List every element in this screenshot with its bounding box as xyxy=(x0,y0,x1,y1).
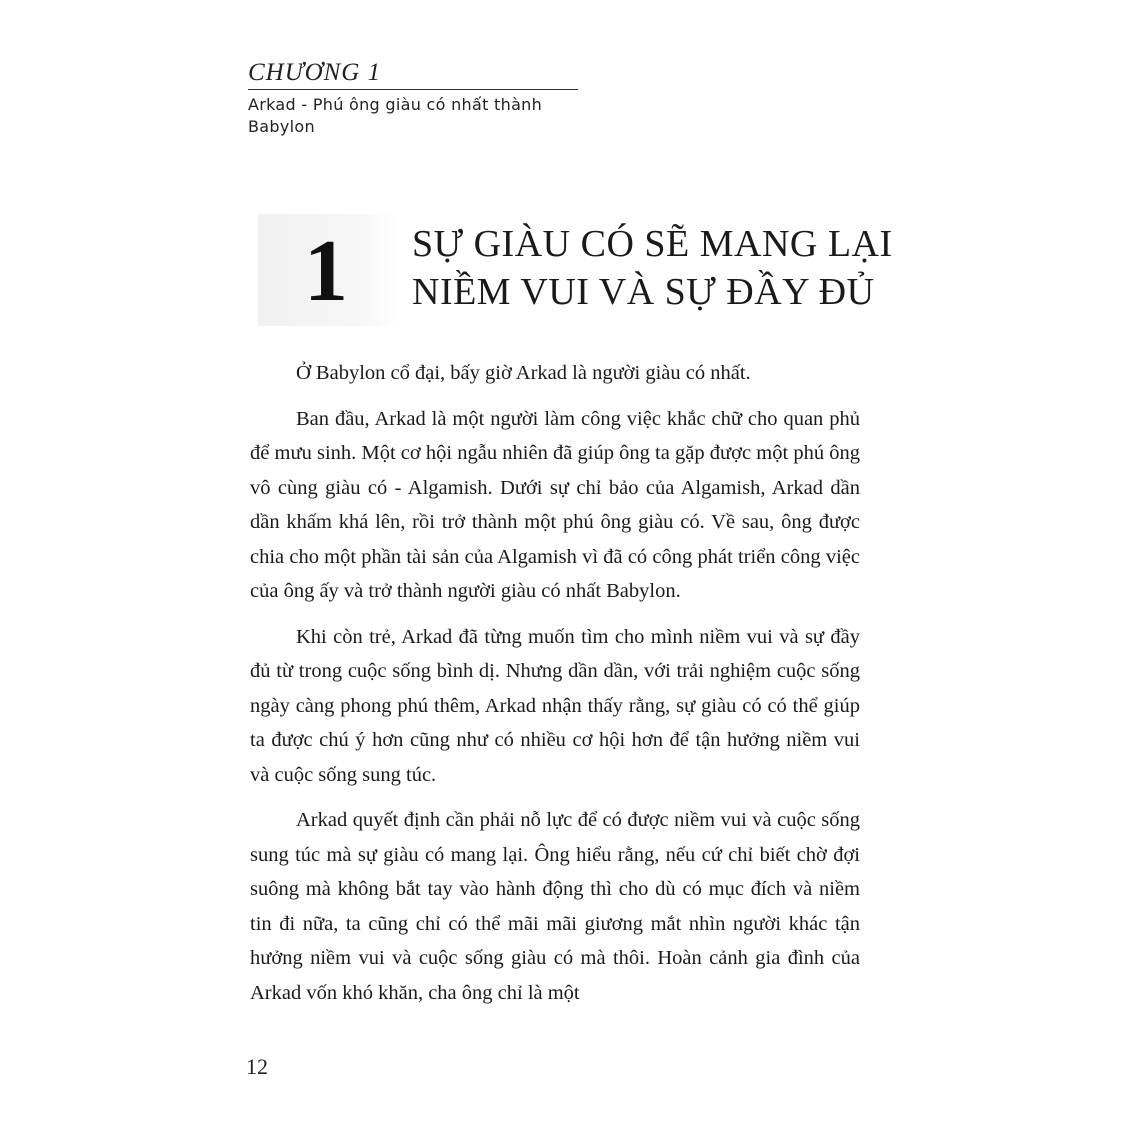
paragraph: Khi còn trẻ, Arkad đã từng muốn tìm cho mình niềm vui và sự đầy đủ từ trong cuộc sống bình dị. Nhưng dần dần, với trải nghiệm cuộc sống ngày càng phong phú thêm, Arkad nhận thấy rằng, sự giàu có có thể giúp ta được chú ý hơn cũng như có nhiều cơ hội hơn để tận hưởng niềm vui và cuộc sống sung túc. xyxy=(250,625,860,786)
section-heading xyxy=(258,214,893,334)
page-number: 12 xyxy=(246,1054,268,1079)
section-title-line-1: SỰ GIÀU CÓ SẼ MANG LẠI xyxy=(412,223,893,265)
chapter-label: CHƯƠNG 1 xyxy=(248,58,578,90)
running-header xyxy=(248,58,578,138)
body-text xyxy=(250,356,860,1021)
paragraph: Ở Babylon cổ đại, bấy giờ Arkad là người giàu có nhất. xyxy=(296,362,751,384)
section-number: 1 xyxy=(304,223,348,320)
paragraph: Arkad quyết định cần phải nỗ lực để có được niềm vui và cuộc sống sung túc mà sự giàu có mang lại. Ông hiểu rằng, nếu cứ chỉ biết chờ đợi suông mà không bắt tay vào hành động thì cho dù có mục đích và niềm tin đi nữa, ta cũng chỉ có thể mãi mãi giương mắt nhìn người khác tận hưởng niềm vui và cuộc sống giàu có mà thôi. Hoàn cảnh gia đình của Arkad vốn khó khăn, cha ông chỉ là một xyxy=(250,809,860,1004)
section-title-line-2: NIỀM VUI VÀ SỰ ĐẦY ĐỦ xyxy=(412,271,875,313)
paragraph: Ban đầu, Arkad là một người làm công việc khắc chữ cho quan phủ để mưu sinh. Một cơ hội ngẫu nhiên đã giúp ông ta gặp được một phú ông vô cùng giàu có - Algamish. Dưới sự chỉ bảo của Algamish, Arkad dần dần khấm khá lên, rồi trở thành một phú ông giàu có. Về sau, ông được chia cho một phần tài sản của Algamish vì đã có công phát triển công việc của ông ấy và trở thành người giàu có nhất Babylon. xyxy=(250,407,860,602)
chapter-subtitle: Arkad - Phú ông giàu có nhất thành Babylon xyxy=(248,95,543,136)
section-title xyxy=(412,220,893,316)
